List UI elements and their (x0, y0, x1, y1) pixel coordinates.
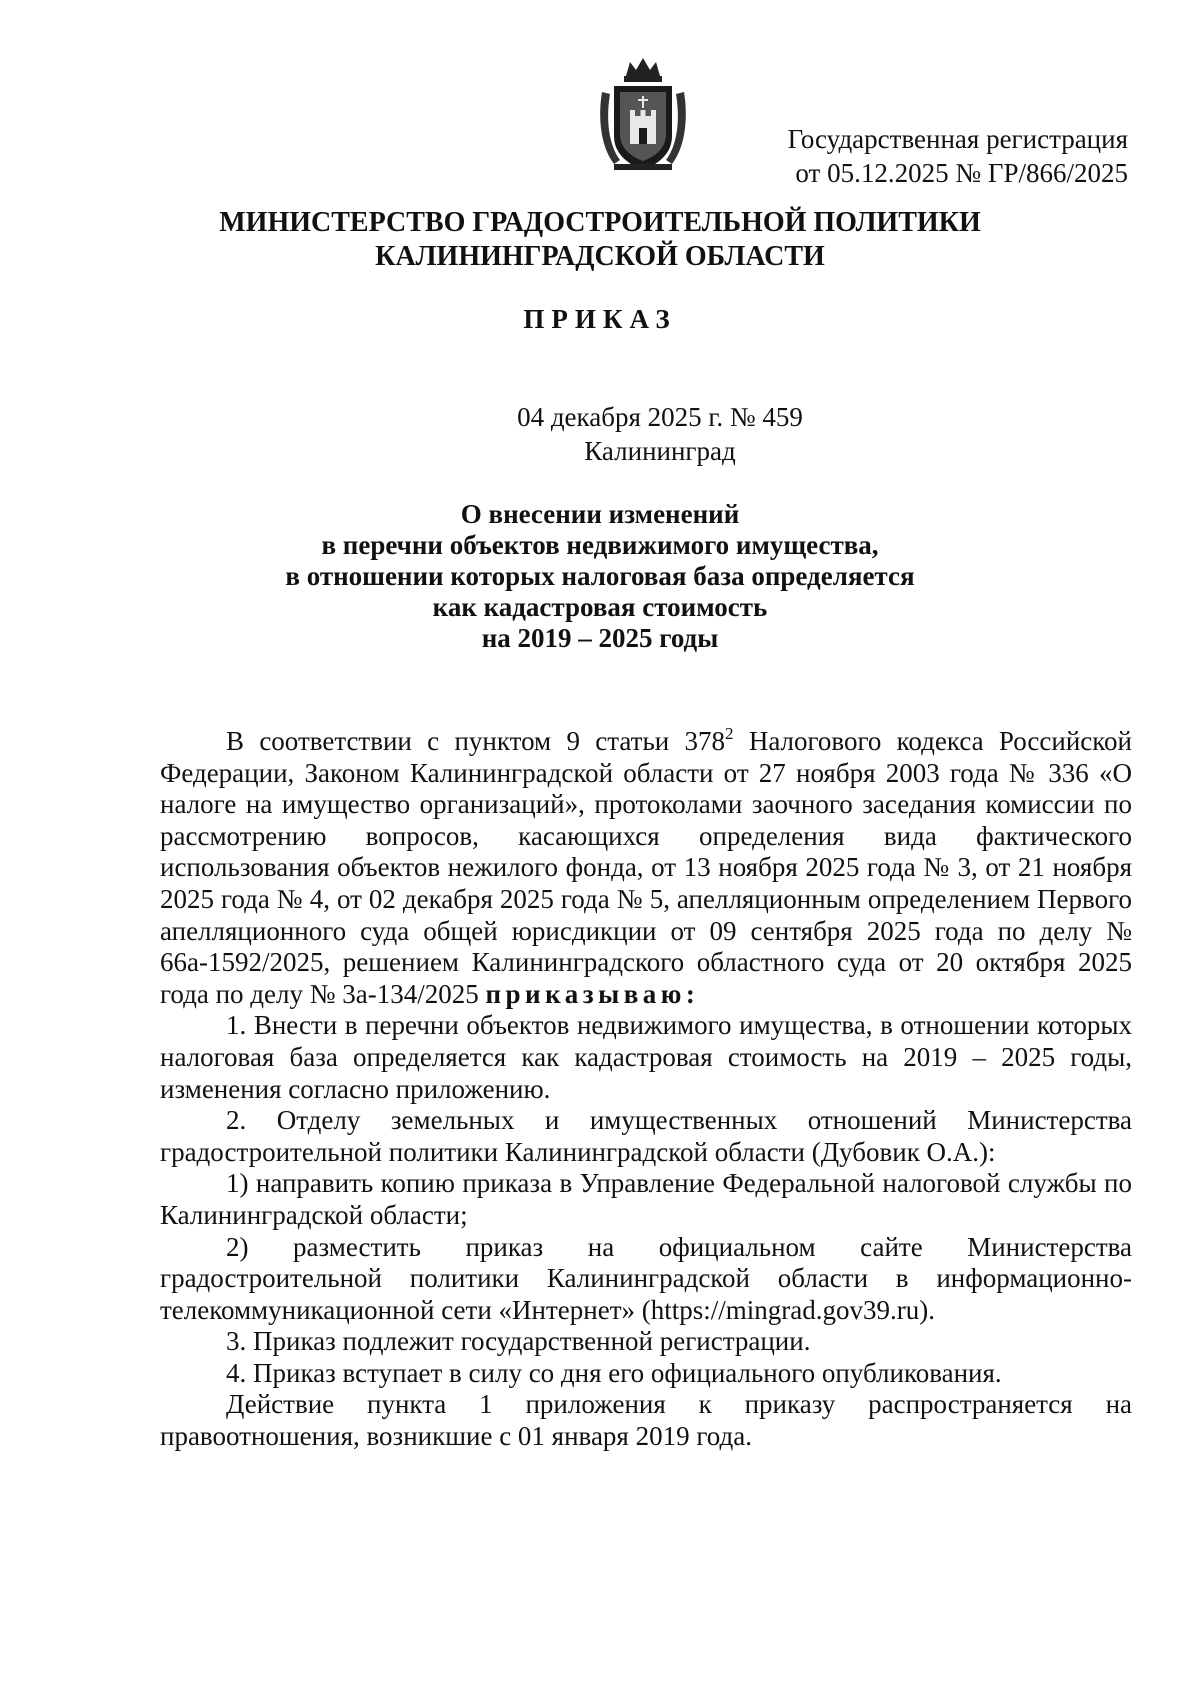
subject-line-2: в перечни объектов недвижимого имущества, (321, 530, 879, 560)
subject-line-4: как кадастровая стоимость (432, 592, 768, 622)
subject-line-3: в отношении которых налоговая база определяется (285, 561, 915, 591)
registration-line-2: от 05.12.2025 № ГР/866/2025 (795, 158, 1128, 188)
preamble-paragraph (160, 726, 1132, 1010)
order-body (160, 726, 1132, 1453)
item-2-subitem-2: 2) разместить приказ на официальном сайте Министерства градостроительной политики Калининградской области в информационно-телекоммуникационной сети «Интернет» (https://mingrad.gov39.ru). (160, 1231, 1132, 1325)
date-and-place (400, 400, 920, 468)
subject-line-5: на 2019 – 2025 годы (481, 623, 719, 653)
document-type: ПРИКАЗ (523, 304, 677, 334)
preamble-text-1: В соответствии с пунктом 9 статьи 378 (226, 726, 726, 756)
coat-of-arms-icon (596, 56, 690, 174)
order-date-number: 04 декабря 2025 г. № 459 (517, 402, 803, 432)
item-2: 2. Отделу земельных и имущественных отношений Министерства градостроительной политики Калининградской области (Дубовик О.А.): (160, 1105, 1132, 1167)
article-superscript: 2 (725, 724, 734, 743)
effective-clause: Действие пункта 1 приложения к приказу распространяется на правоотношения, возникшие с 01 января 2019 года. (160, 1389, 1132, 1452)
ministry-line-2: КАЛИНИНГРАДСКОЙ ОБЛАСТИ (375, 241, 825, 272)
command-word: приказываю: (485, 978, 700, 1009)
state-registration-stamp (788, 122, 1128, 190)
item-3: 3. Приказ подлежит государственной регистрации. (226, 1326, 811, 1357)
item-1: 1. Внести в перечни объектов недвижимого имущества, в отношении которых налоговая база определяется как кадастровая стоимость на 2019 – 2025 годы, изменения согласно приложению. (160, 1010, 1132, 1104)
ministry-line-1: МИНИСТЕРСТВО ГРАДОСТРОИТЕЛЬНОЙ ПОЛИТИКИ (219, 207, 981, 238)
item-4: 4. Приказ вступает в силу со дня его официального опубликования. (226, 1357, 1002, 1388)
order-subject (180, 499, 1020, 654)
subject-line-1: О внесении изменений (460, 499, 740, 529)
ministry-header (150, 206, 1050, 274)
item-2-subitem-1: 1) направить копию приказа в Управление Федеральной налоговой службы по Калининградской области; (160, 1168, 1132, 1230)
registration-line-1: Государственная регистрация (787, 124, 1128, 154)
preamble-text-2: Налогового кодекса Российской Федерации, Законом Калининградской области от 27 ноября 2003 года № 336 «О налоге на имущество организаций», протоколами заочного заседания комиссии по рассмотрению вопросов, касающихся определения вида фактического использования объектов нежилого фонда, от 13 ноября 2025 года № 3, от 21 ноября 2025 года № 4, от 02 декабря 2025 года № 5, апелляционным определением Первого апелляционного суда общей юрисдикции от 09 сентября 2025 года по делу № 66а-1592/2025, решением Калининградского областного суда от 20 октября 2025 года по делу № 3а-134/2025 (160, 726, 1132, 1009)
order-city: Калининград (584, 436, 736, 466)
